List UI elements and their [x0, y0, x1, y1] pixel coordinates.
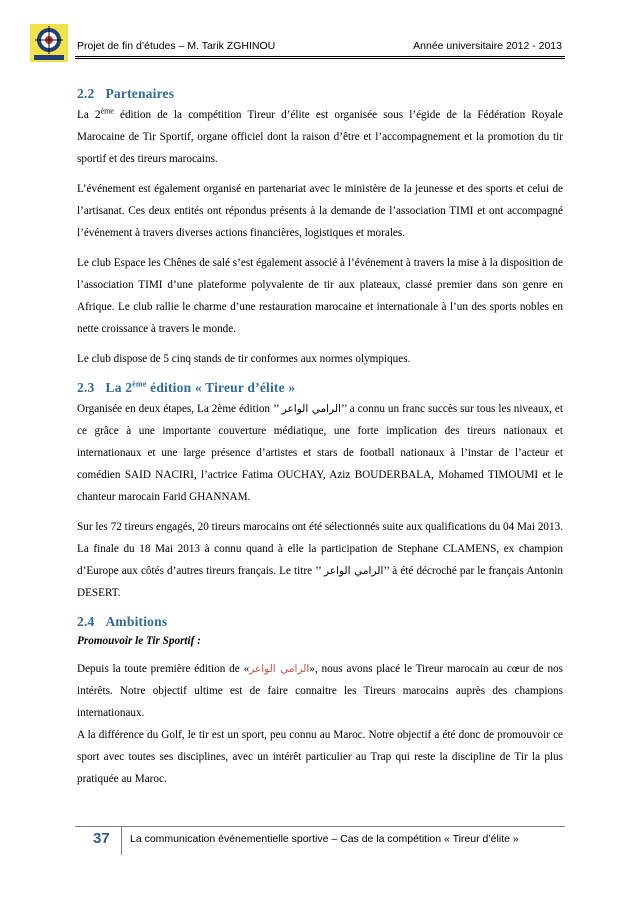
paragraph-edition-1: Organisée en deux étapes, La 2ème édition ’’ الرامي الواعر’’ a connu un franc succès sur tous les niveaux, et ce grâce à une importante couverture médiatique, une forte implication des tireurs nationaux et internationaux et une large présence d’artistes et stars de football nationaux à l’instar de l’acteur et comédien SAID NACIRI, l’actrice Fatima OUCHAY, Aziz BOUDERBALA, Mohamed TIMOUMI et le chanteur marocain Farid GHANNAM. — [77, 403, 563, 503]
paragraph-partenaires-2: L’événement est également organisé en partenariat avec le ministère de la jeunesse et des sports et celui de l’artisanat. Ces deux entités ont répondus présents à la demande de l’association TIMI et ont accompagné l’événement à travers diverses actions financières, logistiques et morales. — [77, 183, 563, 239]
paragraph-ambitions-2: A la différence du Golf, le tir est un sport, peu connu au Maroc. Notre objectif a été donc de promouvoir ce sport avec toutes ses disciplines, avec un intérêt particulier au Trap qui reste la discipline de Tir la plus pratiquée au Maroc. — [77, 729, 563, 785]
subsection-title: Promouvoir le Tir Sportif : — [77, 635, 201, 647]
page-content — [77, 84, 563, 790]
section-number: 2.4 — [77, 614, 95, 629]
section-heading-edition: 2.3 La 2ème édition « Tireur d’élite » — [77, 379, 296, 395]
section-title: Ambitions — [105, 614, 168, 629]
club-logo-icon — [30, 24, 68, 62]
page-footer — [75, 826, 565, 857]
footer-separator — [121, 827, 122, 855]
header-divider-second — [75, 58, 565, 59]
section-title: Partenaires — [105, 86, 175, 101]
header-divider — [75, 56, 565, 57]
page-number: 37 — [93, 830, 110, 847]
footer-document-title: La communication événementielle sportive – Cas de la compétition « Tireur d’élite » — [130, 833, 519, 845]
paragraph-partenaires-1: La 2ème édition de la compétition Tireur d’élite est organisée sous l’égide de la Fédération Royale Marocaine de Tir Sportif, organe officiel dont la raison d’être et l’accompagnement et la promotion du tir sportif et des tireurs marocains. — [77, 106, 563, 165]
paragraph-ambitions-1: Depuis la toute première édition de «الرامي الواعر», nous avons placé le Tireur marocain au cœur de nos intérêts. Notre objectif ultime est de faire connaitre les Tireurs marocains auprès des champions internationaux. — [77, 663, 563, 719]
paragraph-partenaires-4: Le club dispose de 5 cinq stands de tir conformes aux normes olympiques. — [77, 353, 411, 365]
section-number: 2.3 — [77, 380, 95, 395]
arabic-event-name-highlight: الرامي الواعر — [249, 663, 310, 675]
header-project-title: Projet de fin d’études – M. Tarik ZGHINOU — [77, 40, 276, 52]
section-heading-ambitions — [77, 612, 563, 632]
header-academic-year: Année universitaire 2012 - 2013 — [413, 40, 562, 52]
paragraph-edition-2: Sur les 72 tireurs engagés, 20 tireurs marocains ont été sélectionnés suite aux qualifications du 04 Mai 2013. La finale du 18 Mai 2013 à connu quand à elle la participation de Stephane CLAMENS, ex champion d’Europe aux côtés d’autres tireurs français. Le titre ’’ الرامي الواعر’’ à été décroché par le français Antonin DESERT. — [77, 521, 563, 599]
arabic-event-name: الرامي الواعر — [324, 565, 384, 577]
section-heading-partenaires — [77, 84, 563, 104]
section-number: 2.2 — [77, 86, 95, 101]
arabic-event-name: الرامي الواعر — [281, 403, 341, 415]
paragraph-partenaires-3: Le club Espace les Chênes de salé s’est également associé à l’événement à travers la mise à la disposition de l’association TIMI d’une plateforme polyvalente de tir aux plateaux, classé premier dans son genre en Afrique. Le club rallie le charme d’une restauration marocaine et internationale à l’un des sports nobles en nette croissance à travers le monde. — [77, 257, 563, 335]
